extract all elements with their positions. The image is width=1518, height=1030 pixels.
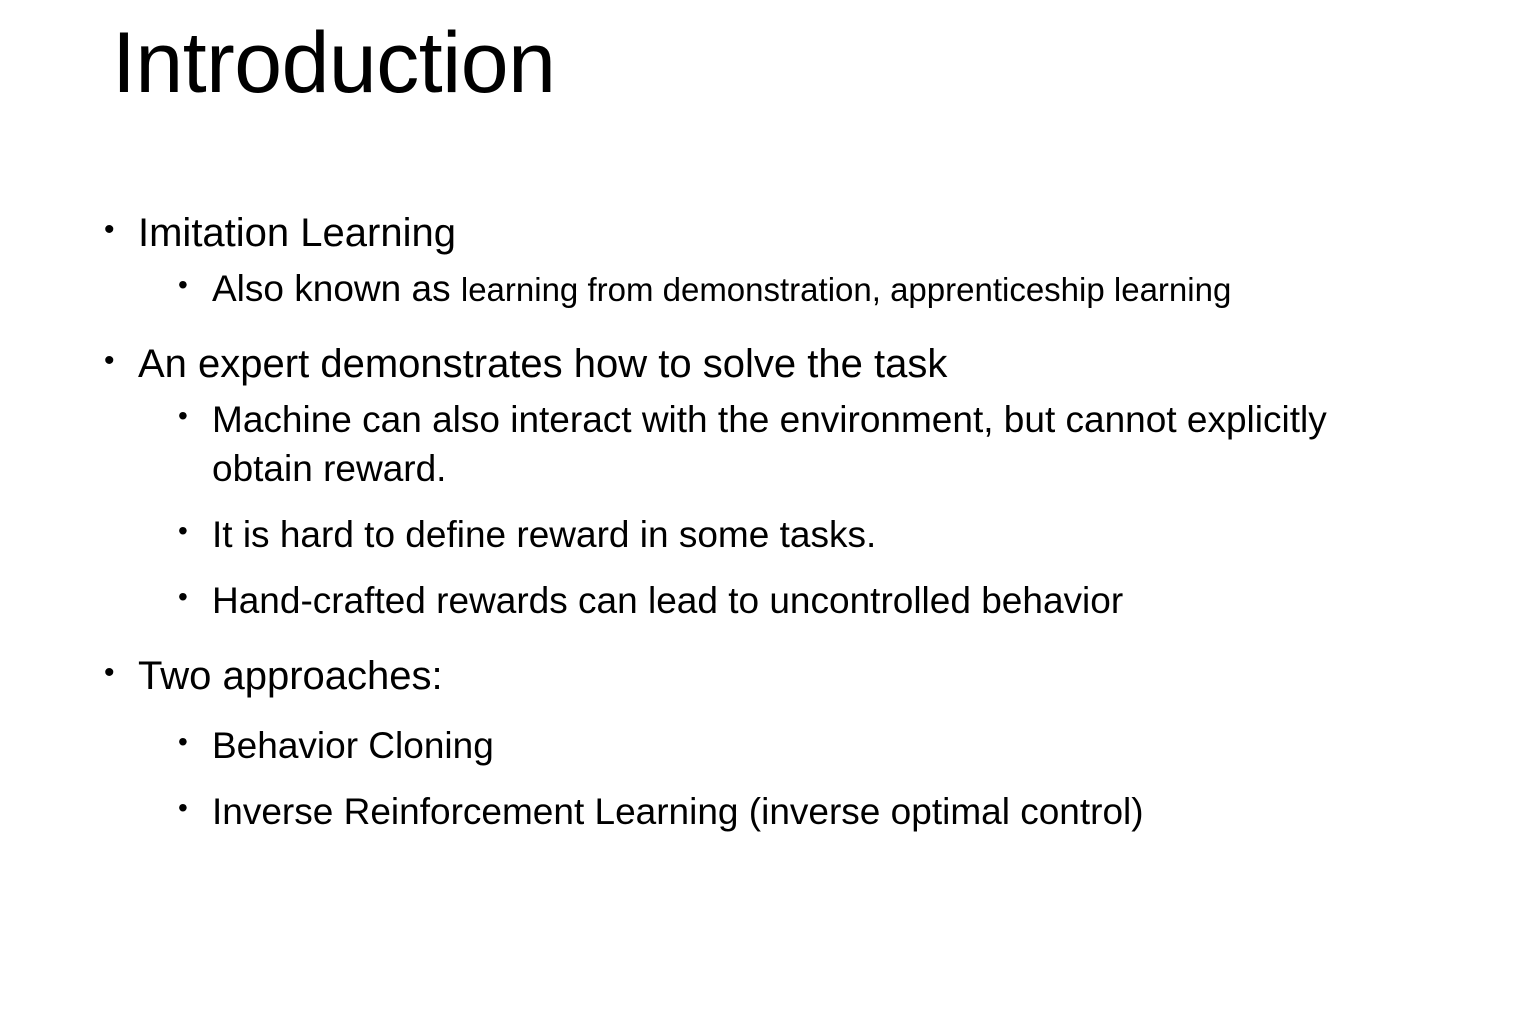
list-item: [178, 396, 1434, 492]
list-item-text-secondary: learning from demonstration, apprenticeship learning: [460, 271, 1232, 309]
slide-body: [104, 208, 1434, 840]
page-title: Introduction: [112, 15, 556, 111]
list-item-label: Hand-crafted rewards can lead to uncontrolled behavior: [212, 579, 1124, 621]
spacer: [104, 708, 1434, 722]
bullet-icon: •: [178, 400, 188, 432]
spacer: [104, 317, 1434, 339]
list-item: [178, 722, 1434, 770]
list-item-label: An expert demonstrates how to solve the task: [138, 342, 948, 387]
list-item: [178, 577, 1434, 625]
list-item-label: Inverse Reinforcement Learning (inverse optimal control): [212, 791, 1144, 833]
spacer: [104, 774, 1434, 788]
list-item-text-primary: Also known as: [212, 268, 461, 310]
bullet-icon: •: [178, 580, 188, 612]
list-item-label: It is hard to define reward in some tasks.: [212, 513, 877, 555]
list-item: [178, 511, 1434, 559]
bullet-icon: •: [104, 655, 115, 689]
spacer: [104, 629, 1434, 651]
list-item: [104, 651, 1434, 702]
list-item-label: Behavior Cloning: [212, 725, 494, 767]
list-item-label: [212, 265, 1434, 313]
bullet-icon: •: [104, 213, 115, 246]
list-item-label: Machine can also interact with the environment, but cannot explicitly obtain reward.: [212, 399, 1327, 489]
list-item: [104, 339, 1434, 390]
list-item-label: Imitation Learning: [138, 211, 456, 255]
list-item: [104, 208, 1434, 259]
spacer: [104, 497, 1434, 511]
bullet-icon: •: [178, 792, 188, 824]
bullet-icon: •: [178, 726, 188, 758]
list-item: [178, 265, 1434, 313]
bullet-icon: •: [104, 344, 115, 378]
list-item: [178, 788, 1434, 836]
list-item-label: Two approaches:: [138, 653, 443, 698]
spacer: [104, 563, 1434, 577]
bullet-icon: •: [178, 269, 188, 301]
bullet-icon: •: [178, 514, 188, 546]
